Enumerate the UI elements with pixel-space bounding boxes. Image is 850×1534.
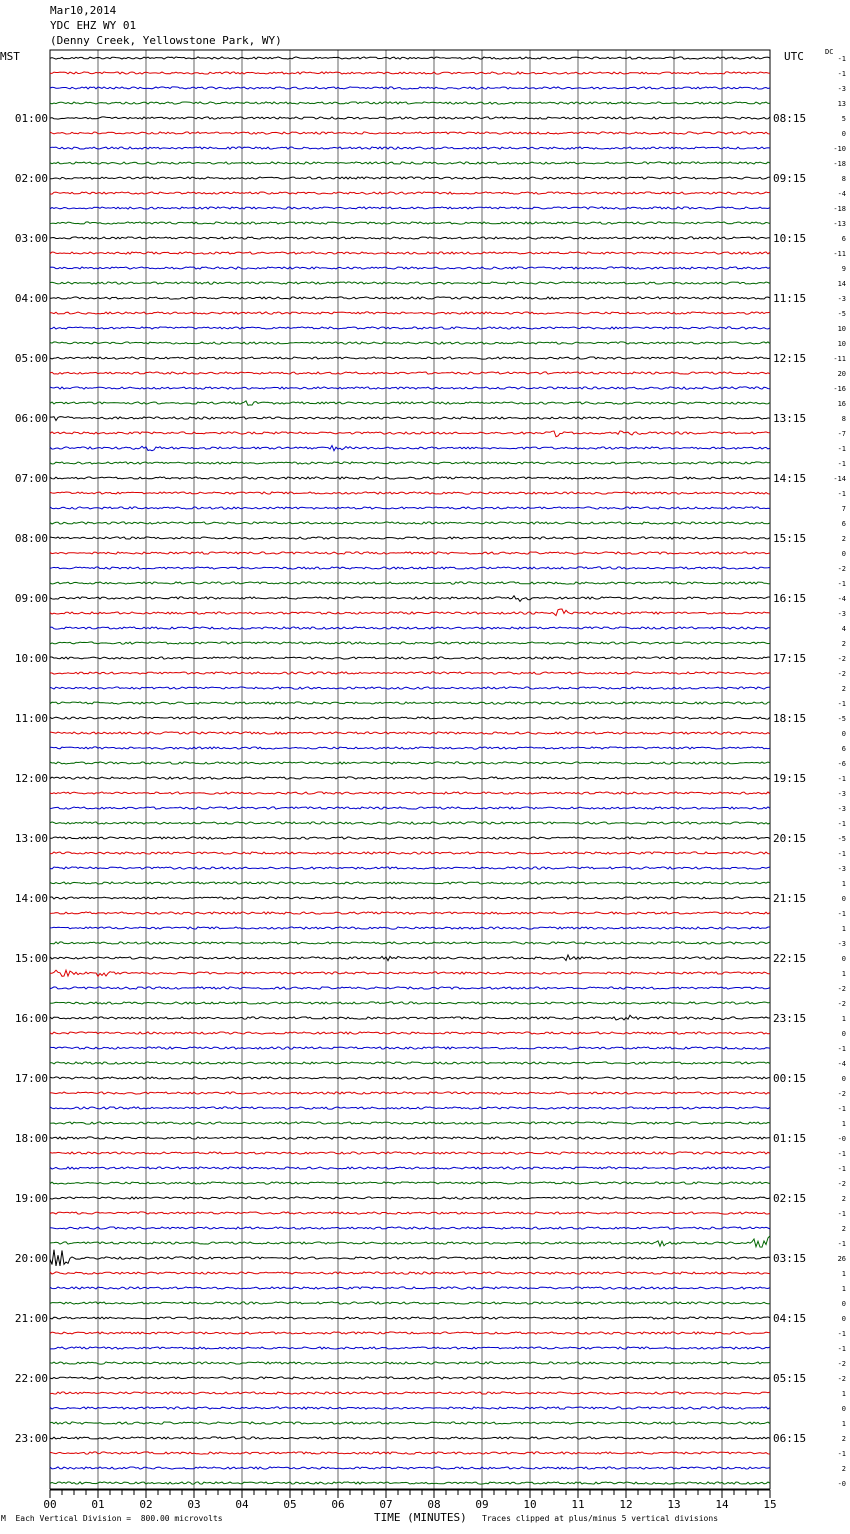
- trace-row: [50, 1077, 770, 1079]
- dc-offset-value: 10: [837, 340, 846, 348]
- trace-row: [50, 1197, 770, 1199]
- trace-row: [50, 807, 770, 809]
- dc-offset-value: -2: [837, 565, 846, 573]
- dc-offset-value: -1: [837, 1105, 846, 1113]
- trace-row: [50, 297, 770, 299]
- trace-row: [50, 942, 770, 944]
- right-hour-label: 16:15: [773, 592, 807, 605]
- trace-row: [50, 970, 770, 976]
- trace-row: [50, 955, 770, 961]
- trace-row: [50, 1227, 770, 1229]
- dc-offset-value: -1: [837, 910, 846, 918]
- dc-offset-value: 2: [841, 1465, 846, 1473]
- dc-offset-value: -5: [837, 310, 846, 318]
- dc-offset-value: -1: [837, 700, 846, 708]
- trace-row: [50, 1092, 770, 1094]
- dc-offset-value: -2: [837, 1000, 846, 1008]
- trace-row: [50, 1482, 770, 1484]
- dc-offset-value: -1: [837, 445, 846, 453]
- right-hour-label: 09:15: [773, 172, 807, 185]
- station-code: YDC EHZ WY 01: [50, 19, 137, 32]
- trace-row: [50, 387, 770, 389]
- dc-offset-value: 0: [841, 1300, 846, 1308]
- dc-offset-value: 2: [841, 535, 846, 543]
- left-hour-label: 10:00: [14, 652, 48, 665]
- left-hour-label: 23:00: [14, 1432, 48, 1445]
- left-hour-label: 07:00: [14, 472, 48, 485]
- trace-row: [50, 477, 770, 479]
- dc-offset-value: 6: [841, 235, 846, 243]
- trace-row: [50, 537, 770, 539]
- dc-offset-value: -1: [837, 775, 846, 783]
- left-hour-label: 15:00: [14, 952, 48, 965]
- dc-offset-value: 7: [841, 505, 846, 513]
- x-tick-label: 14: [715, 1498, 729, 1511]
- trace-row: [50, 312, 770, 314]
- trace-row: [50, 252, 770, 254]
- dc-offset-value: -2: [837, 1180, 846, 1188]
- dc-offset-value: -5: [837, 715, 846, 723]
- dc-offset-value: -16: [833, 385, 846, 393]
- right-hour-label: 15:15: [773, 532, 807, 545]
- right-hour-label: 03:15: [773, 1252, 807, 1265]
- right-hour-label: 12:15: [773, 352, 807, 365]
- dc-offset-value: -1: [837, 850, 846, 858]
- x-tick-label: 05: [283, 1498, 297, 1511]
- dc-offset-value: 1: [841, 1015, 846, 1023]
- x-tick-label: 11: [571, 1498, 585, 1511]
- dc-offset-value: -1: [837, 1330, 846, 1338]
- dc-offset-value: 14: [837, 280, 846, 288]
- right-hour-label: 22:15: [773, 952, 807, 965]
- x-tick-label: 02: [139, 1498, 153, 1511]
- dc-offset-value: -4: [837, 595, 846, 603]
- trace-row: [50, 357, 770, 359]
- right-hour-label: 10:15: [773, 232, 807, 245]
- trace-row: [50, 567, 770, 569]
- trace-row: [50, 1250, 770, 1266]
- trace-row: [50, 1212, 770, 1214]
- trace-row: [50, 987, 770, 989]
- dc-offset-value: -18: [833, 160, 846, 168]
- x-tick-label: 06: [331, 1498, 345, 1511]
- dc-offset-value: -0: [837, 1135, 846, 1143]
- dc-offset-value: 0: [841, 895, 846, 903]
- trace-row: [50, 1062, 770, 1064]
- right-hour-label: 14:15: [773, 472, 807, 485]
- dc-offset-value: -11: [833, 355, 846, 363]
- station-location: (Denny Creek, Yellowstone Park, WY): [50, 34, 282, 47]
- trace-row: [50, 927, 770, 929]
- trace-row: [50, 1167, 770, 1169]
- trace-row: [50, 552, 770, 554]
- trace-row: [50, 867, 770, 869]
- left-hour-label: 21:00: [14, 1312, 48, 1325]
- dc-offset-value: -1: [837, 1345, 846, 1353]
- trace-row: [50, 492, 770, 494]
- trace-row: [50, 1377, 770, 1379]
- trace-row: [50, 672, 770, 674]
- trace-row: [50, 102, 770, 104]
- x-tick-label: 08: [427, 1498, 441, 1511]
- right-hour-label: 02:15: [773, 1192, 807, 1205]
- trace-row: [50, 732, 770, 734]
- right-timezone-label: UTC: [784, 50, 804, 63]
- dc-offset-value: 1: [841, 1390, 846, 1398]
- dc-offset-value: -1: [837, 580, 846, 588]
- dc-offset-value: 0: [841, 955, 846, 963]
- dc-offset-value: 2: [841, 1195, 846, 1203]
- dc-offset-value: -7: [837, 430, 846, 438]
- trace-row: [50, 117, 770, 119]
- right-hour-label: 04:15: [773, 1312, 807, 1325]
- trace-row: [50, 87, 770, 89]
- trace-row: [50, 327, 770, 329]
- dc-offset-value: 4: [841, 625, 846, 633]
- trace-row: [50, 687, 770, 689]
- dc-offset-value: 0: [841, 1405, 846, 1413]
- x-tick-label: 12: [619, 1498, 633, 1511]
- dc-offset-value: 6: [841, 745, 846, 753]
- vertical-division-note: [1, 1514, 223, 1523]
- dc-offset-value: 10: [837, 325, 846, 333]
- x-tick-label: 00: [43, 1498, 57, 1511]
- x-tick-label: 03: [187, 1498, 201, 1511]
- trace-row: [50, 1302, 770, 1304]
- trace-row: [50, 657, 770, 659]
- dc-offset-value: 2: [841, 685, 846, 693]
- dc-offset-value: -11: [833, 250, 846, 258]
- dc-offset-value: -18: [833, 205, 846, 213]
- trace-row: [50, 792, 770, 794]
- dc-offset-value: 1: [841, 925, 846, 933]
- dc-offset-value: -3: [837, 805, 846, 813]
- trace-row: [50, 1152, 770, 1154]
- dc-offset-value: 9: [841, 265, 846, 273]
- trace-row: [50, 1002, 770, 1004]
- trace-row: [50, 1422, 770, 1424]
- dc-offset-value: -3: [837, 940, 846, 948]
- dc-offset-value: -10: [833, 145, 846, 153]
- trace-row: [50, 596, 770, 602]
- trace-row: [50, 1287, 770, 1289]
- dc-offset-value: -2: [837, 1090, 846, 1098]
- right-hour-label: 21:15: [773, 892, 807, 905]
- left-hour-label: 22:00: [14, 1372, 48, 1385]
- dc-offset-value: -5: [837, 835, 846, 843]
- trace-row: [50, 762, 770, 764]
- dc-offset-value: 0: [841, 730, 846, 738]
- dc-offset-value: -3: [837, 85, 846, 93]
- dc-offset-value: 1: [841, 880, 846, 888]
- right-hour-label: 23:15: [773, 1012, 807, 1025]
- dc-offset-value: -1: [837, 1165, 846, 1173]
- trace-row: [50, 1137, 770, 1139]
- dc-offset-value: -3: [837, 610, 846, 618]
- trace-row: [50, 1347, 770, 1349]
- trace-row: [50, 147, 770, 149]
- dc-offset-value: -3: [837, 790, 846, 798]
- dc-offset-value: 5: [841, 115, 846, 123]
- trace-row: [50, 1272, 770, 1274]
- dc-offset-value: 0: [841, 130, 846, 138]
- trace-row: [50, 882, 770, 884]
- left-hour-label: 17:00: [14, 1072, 48, 1085]
- dc-offset-value: -1: [837, 1045, 846, 1053]
- trace-row: [50, 72, 770, 74]
- x-axis-title: TIME (MINUTES): [374, 1511, 467, 1524]
- clipping-note: Traces clipped at plus/minus 5 vertical divisions: [482, 1514, 719, 1523]
- trace-row: [50, 267, 770, 269]
- dc-offset-value: -6: [837, 760, 846, 768]
- dc-offset-value: -1: [837, 490, 846, 498]
- left-hour-label: 08:00: [14, 532, 48, 545]
- trace-row: [50, 1015, 770, 1020]
- left-hour-label: 06:00: [14, 412, 48, 425]
- dc-offset-value: 2: [841, 1435, 846, 1443]
- trace-row: [50, 1452, 770, 1454]
- left-hour-label: 04:00: [14, 292, 48, 305]
- dc-offset-value: -1: [837, 460, 846, 468]
- left-hour-label: 09:00: [14, 592, 48, 605]
- right-hour-label: 00:15: [773, 1072, 807, 1085]
- dc-offset-value: 0: [841, 1315, 846, 1323]
- dc-offset-value: -4: [837, 190, 846, 198]
- trace-row: [50, 372, 770, 374]
- footer-mark: M: [1, 1514, 6, 1523]
- left-hour-label: 01:00: [14, 112, 48, 125]
- x-tick-label: 09: [475, 1498, 489, 1511]
- right-hour-label: 20:15: [773, 832, 807, 845]
- dc-offset-value: -1: [837, 55, 846, 63]
- right-hour-label: 05:15: [773, 1372, 807, 1385]
- trace-row: [50, 1332, 770, 1334]
- dc-offset-value: 2: [841, 640, 846, 648]
- dc-offset-value: -1: [837, 70, 846, 78]
- dc-offset-value: -1: [837, 1210, 846, 1218]
- trace-row: [50, 431, 770, 437]
- x-tick-label: 13: [667, 1498, 681, 1511]
- trace-row: [50, 627, 770, 629]
- left-timezone-label: MST: [0, 50, 20, 63]
- dc-offset-value: -1: [837, 820, 846, 828]
- trace-row: [50, 1362, 770, 1364]
- trace-row: [50, 507, 770, 509]
- left-hour-label: 11:00: [14, 712, 48, 725]
- trace-row: [50, 1122, 770, 1124]
- dc-offset-value: 0: [841, 550, 846, 558]
- trace-row: [50, 912, 770, 914]
- dc-offset-value: 8: [841, 175, 846, 183]
- trace-row: [50, 897, 770, 899]
- dc-offset-value: -1: [837, 1240, 846, 1248]
- dc-offset-value: 6: [841, 520, 846, 528]
- trace-row: [50, 1317, 770, 1319]
- dc-offset-value: 1: [841, 1420, 846, 1428]
- left-hour-label: 03:00: [14, 232, 48, 245]
- trace-row: [50, 1437, 770, 1439]
- right-hour-label: 06:15: [773, 1432, 807, 1445]
- x-tick-label: 10: [523, 1498, 537, 1511]
- dc-offset-value: -4: [837, 1060, 846, 1068]
- trace-row: [50, 192, 770, 194]
- trace-row: [50, 1182, 770, 1184]
- trace-row: [50, 1467, 770, 1469]
- trace-row: [50, 702, 770, 704]
- dc-offset-value: -1: [837, 1450, 846, 1458]
- dc-offset-value: 1: [841, 1120, 846, 1128]
- right-hour-label: 13:15: [773, 412, 807, 425]
- trace-row: [50, 609, 770, 616]
- left-hour-label: 12:00: [14, 772, 48, 785]
- dc-offset-value: -2: [837, 1360, 846, 1368]
- x-tick-label: 07: [379, 1498, 393, 1511]
- dc-offset-value: 1: [841, 970, 846, 978]
- footer-scale-text: Each Vertical Division = 800.00 microvolts: [15, 1514, 223, 1523]
- trace-row: [50, 237, 770, 239]
- trace-row: [50, 1107, 770, 1109]
- trace-row: [50, 462, 770, 464]
- trace-row: [50, 282, 770, 284]
- time-axis: [43, 1490, 776, 1511]
- trace-row: [50, 177, 770, 179]
- trace-row: [50, 57, 770, 59]
- x-tick-label: 15: [763, 1498, 777, 1511]
- left-hour-label: 19:00: [14, 1192, 48, 1205]
- x-tick-label: 01: [91, 1498, 105, 1511]
- left-hour-label: 14:00: [14, 892, 48, 905]
- trace-row: [50, 582, 770, 584]
- trace-row: [50, 401, 770, 405]
- trace-row: [50, 162, 770, 164]
- trace-rows: [50, 57, 770, 1484]
- right-hour-label: 19:15: [773, 772, 807, 785]
- dc-offset-value: -2: [837, 655, 846, 663]
- dc-offset-value: -13: [833, 220, 846, 228]
- trace-row: [50, 446, 770, 451]
- dc-offset-value: 0: [841, 1030, 846, 1038]
- dc-offset-value: 1: [841, 1270, 846, 1278]
- dc-offset-value: 16: [837, 400, 846, 408]
- trace-row: [50, 1047, 770, 1049]
- dc-offset-value: -2: [837, 1375, 846, 1383]
- dc-offset-value: -1: [837, 1150, 846, 1158]
- trace-row: [50, 642, 770, 644]
- trace-row: [50, 132, 770, 134]
- left-hour-label: 20:00: [14, 1252, 48, 1265]
- dc-offset-value: 20: [837, 370, 846, 378]
- trace-row: [50, 717, 770, 719]
- dc-offset-value: 8: [841, 415, 846, 423]
- trace-row: [50, 852, 770, 854]
- trace-row: [50, 1407, 770, 1409]
- dc-offset-value: -2: [837, 670, 846, 678]
- dc-offset-value: 1: [841, 1285, 846, 1293]
- left-hour-label: 18:00: [14, 1132, 48, 1145]
- trace-row: [50, 1392, 770, 1394]
- right-hour-label: 08:15: [773, 112, 807, 125]
- left-hour-label: 16:00: [14, 1012, 48, 1025]
- trace-row: [50, 417, 770, 421]
- dc-offset-value: -14: [833, 475, 846, 483]
- left-hour-label: 05:00: [14, 352, 48, 365]
- dc-offset-value: -3: [837, 865, 846, 873]
- dc-offset-value: 2: [841, 1225, 846, 1233]
- recording-date: Mar10,2014: [50, 4, 117, 17]
- dc-offset-value: 26: [837, 1255, 846, 1263]
- right-hour-label: 11:15: [773, 292, 807, 305]
- trace-row: [50, 747, 770, 749]
- trace-row: [50, 837, 770, 839]
- trace-row: [50, 1236, 770, 1247]
- trace-row: [50, 207, 770, 209]
- left-hour-label: 02:00: [14, 172, 48, 185]
- x-tick-label: 04: [235, 1498, 249, 1511]
- trace-row: [50, 342, 770, 344]
- dc-offset-value: -3: [837, 295, 846, 303]
- left-hour-label: 13:00: [14, 832, 48, 845]
- trace-row: [50, 1032, 770, 1034]
- dc-offset-header: DC: [825, 48, 834, 56]
- dc-offset-value: -2: [837, 985, 846, 993]
- right-hour-label: 18:15: [773, 712, 807, 725]
- dc-offset-value: -0: [837, 1480, 846, 1488]
- trace-row: [50, 222, 770, 224]
- dc-offset-value: 13: [837, 100, 846, 108]
- trace-row: [50, 522, 770, 524]
- right-hour-label: 01:15: [773, 1132, 807, 1145]
- trace-row: [50, 822, 770, 824]
- trace-row: [50, 777, 770, 779]
- right-hour-label: 17:15: [773, 652, 807, 665]
- dc-offset-value: 0: [841, 1075, 846, 1083]
